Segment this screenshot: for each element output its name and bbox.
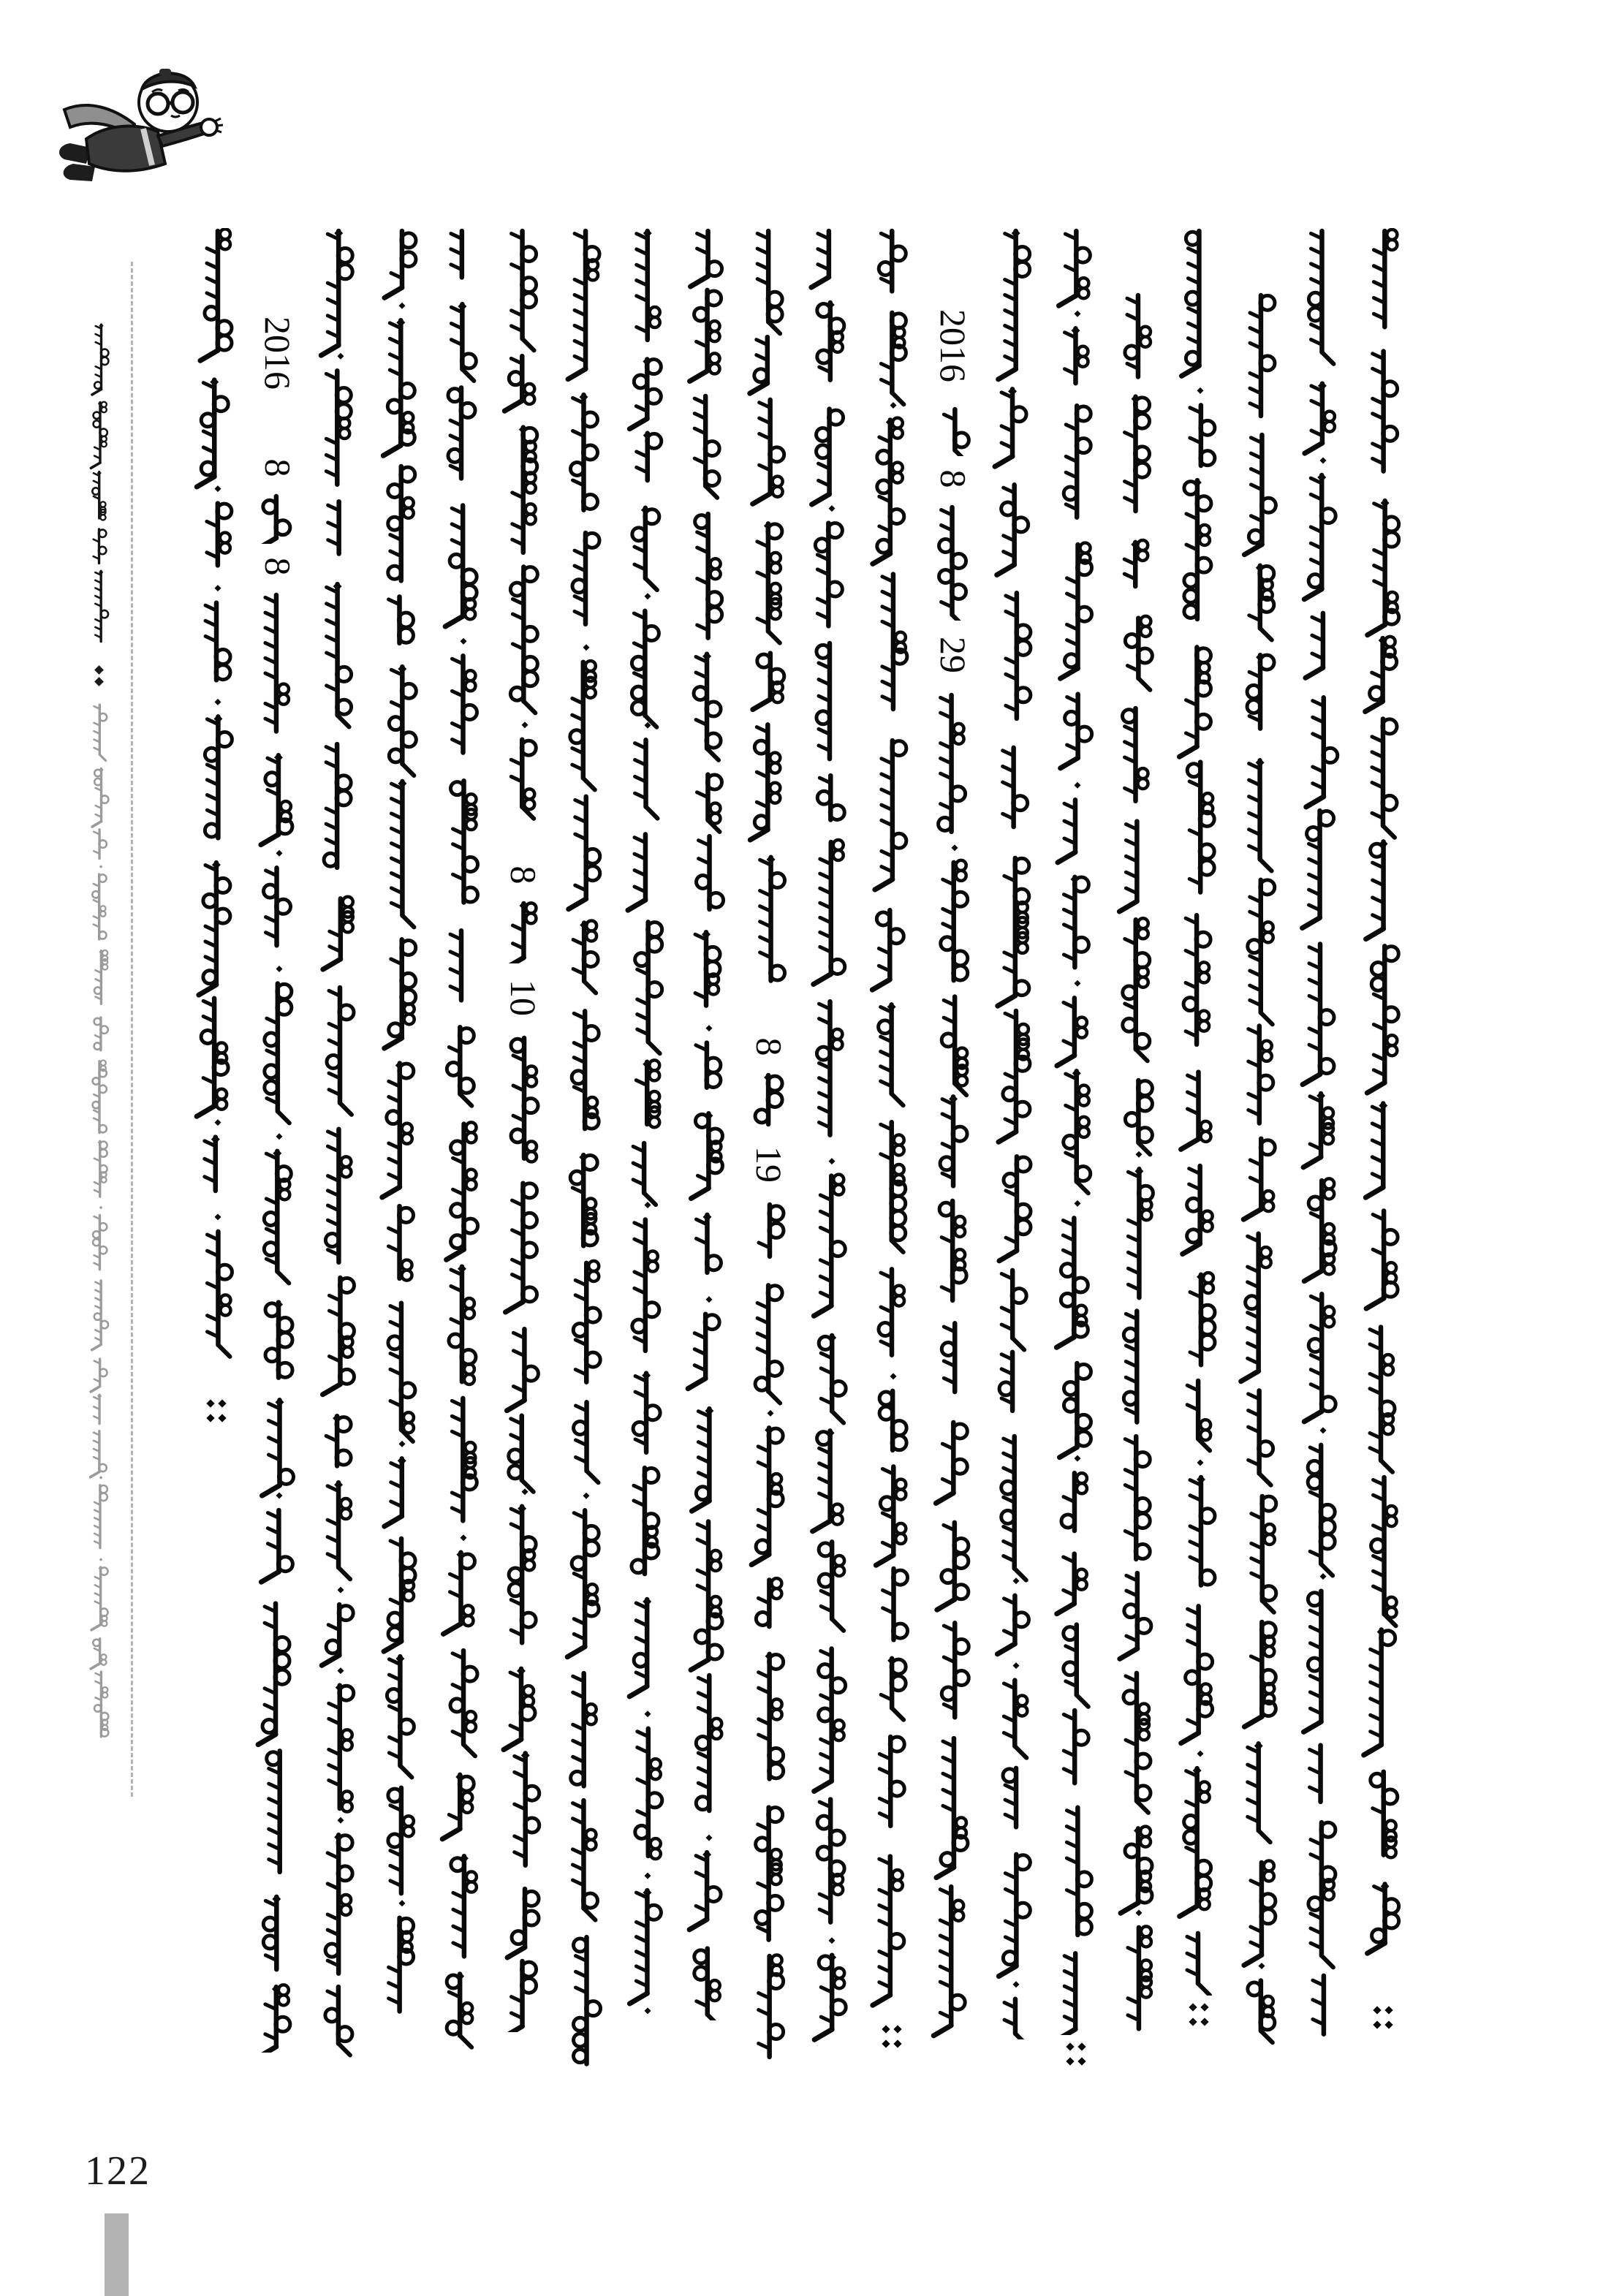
mongolian-text-column-7 [561, 228, 609, 2072]
mongolian-text-column-15 [1052, 228, 1100, 2069]
pseudo-mongolian-words [929, 504, 977, 621]
mongolian-full-stop-dot [218, 1399, 226, 1407]
date-numeral: 2016 [933, 309, 974, 382]
mongolian-text-column-19 [1297, 228, 1346, 2044]
pseudo-mongolian-words [499, 228, 548, 852]
mongolian-full-stop-dot [1189, 2017, 1197, 2026]
mongolian-full-stop-dot [1189, 2003, 1197, 2011]
pseudo-mongolian-words [1052, 228, 1100, 2035]
mongolian-text-column-4 [376, 228, 425, 2038]
mongolian-text-column-2-paragraph-start [254, 292, 302, 2053]
mongolian-text-column-20 [1359, 228, 1407, 2032]
pseudo-mongolian-words [499, 1035, 548, 2032]
mongolian-full-stop-dot [882, 2039, 890, 2047]
date-numeral: 2016 [257, 317, 298, 390]
pseudo-mongolian-words [745, 228, 793, 1024]
mongolian-full-stop-dot [1077, 2057, 1086, 2065]
mongolian-full-stop-dot [1373, 2006, 1381, 2014]
mongolian-text-column-16-paragraph-start [1113, 292, 1162, 2056]
flying-boy-illustration [48, 57, 224, 203]
pseudo-mongolian-words [929, 692, 977, 2060]
pseudo-mongolian-words [315, 228, 363, 2073]
mongolian-full-stop-dot [218, 1414, 226, 1422]
mongolian-full-stop-dot [1384, 2006, 1393, 2014]
pseudo-mongolian-words [745, 1202, 793, 2063]
mongolian-full-stop-dot [206, 1399, 214, 1407]
mongolian-full-stop-dot [893, 2025, 901, 2033]
pseudo-mongolian-words [192, 228, 240, 1392]
pseudo-mongolian-words [254, 493, 302, 544]
mongolian-full-stop-dot [1373, 2020, 1381, 2028]
pseudo-mongolian-words [1297, 228, 1346, 2044]
pseudo-mongolian-words [990, 228, 1039, 2039]
pseudo-mongolian-words [1359, 228, 1407, 1998]
date-numeral: 10 [503, 980, 544, 1016]
mongolian-full-stop-dot [1066, 2057, 1074, 2065]
pseudo-mongolian-words [254, 592, 302, 2053]
section-header-subtext [89, 703, 111, 1748]
page-edge-bar [105, 2213, 129, 2296]
pseudo-mongolian-words [1113, 292, 1162, 2056]
pseudo-mongolian-words [499, 901, 548, 963]
mongolian-full-stop-dot [1384, 2020, 1393, 2028]
mongolian-full-stop-dot [206, 1414, 214, 1422]
mongolian-text-column-18-paragraph-start [1236, 292, 1284, 2067]
section-header-text [89, 323, 111, 653]
pseudo-mongolian-words [561, 228, 609, 2072]
mongolian-full-stop-dot [882, 2025, 890, 2033]
pseudo-mongolian-words [376, 228, 425, 2038]
mongolian-full-stop-dot [1200, 2017, 1208, 2026]
date-numeral: 19 [749, 1146, 789, 1183]
mongolian-full-stop-dot [1066, 2042, 1074, 2050]
mongolian-text-column-11 [806, 228, 855, 2072]
mongolian-text-column-17 [1175, 228, 1223, 2029]
date-numeral: 8 [257, 458, 298, 477]
mongolian-text-column-5 [438, 228, 486, 2064]
mongolian-full-stop-dot [1200, 2003, 1208, 2011]
date-numeral: 8 [933, 469, 974, 488]
date-numeral: 8 [257, 557, 298, 576]
mongolian-text-column-3 [315, 228, 363, 2073]
date-numeral: 8 [503, 865, 544, 884]
pseudo-mongolian-words [806, 228, 855, 2072]
mongolian-text-column-8 [622, 228, 670, 2047]
pseudo-mongolian-words [438, 228, 486, 2064]
section-divider-dashed-rule [131, 262, 133, 1797]
pseudo-mongolian-words [254, 414, 302, 445]
pseudo-mongolian-words [929, 406, 977, 456]
mongolian-text-column-12 [868, 228, 916, 2051]
mongolian-text-column-1 [192, 228, 240, 1425]
mongolian-text-column-10 [745, 228, 793, 2063]
pseudo-mongolian-words [622, 228, 670, 2047]
mongolian-full-stop-dot [893, 2039, 901, 2047]
mongolian-text-column-6 [499, 228, 548, 2032]
mongolian-text-column-14 [990, 228, 1039, 2039]
mongolian-text-column-9 [683, 228, 732, 2020]
pseudo-mongolian-words [868, 228, 916, 2017]
pseudo-mongolian-words [745, 1072, 793, 1130]
mongolian-text-column-13-paragraph-start [929, 292, 977, 2060]
date-numeral: 8 [749, 1037, 789, 1056]
date-numeral: 29 [933, 637, 974, 673]
pseudo-mongolian-words [1175, 228, 1223, 1996]
mongolian-full-stop-dot [1077, 2042, 1086, 2050]
page-number: 122 [85, 2148, 151, 2194]
pseudo-mongolian-words [683, 228, 732, 2020]
pseudo-mongolian-words [1236, 292, 1284, 2067]
